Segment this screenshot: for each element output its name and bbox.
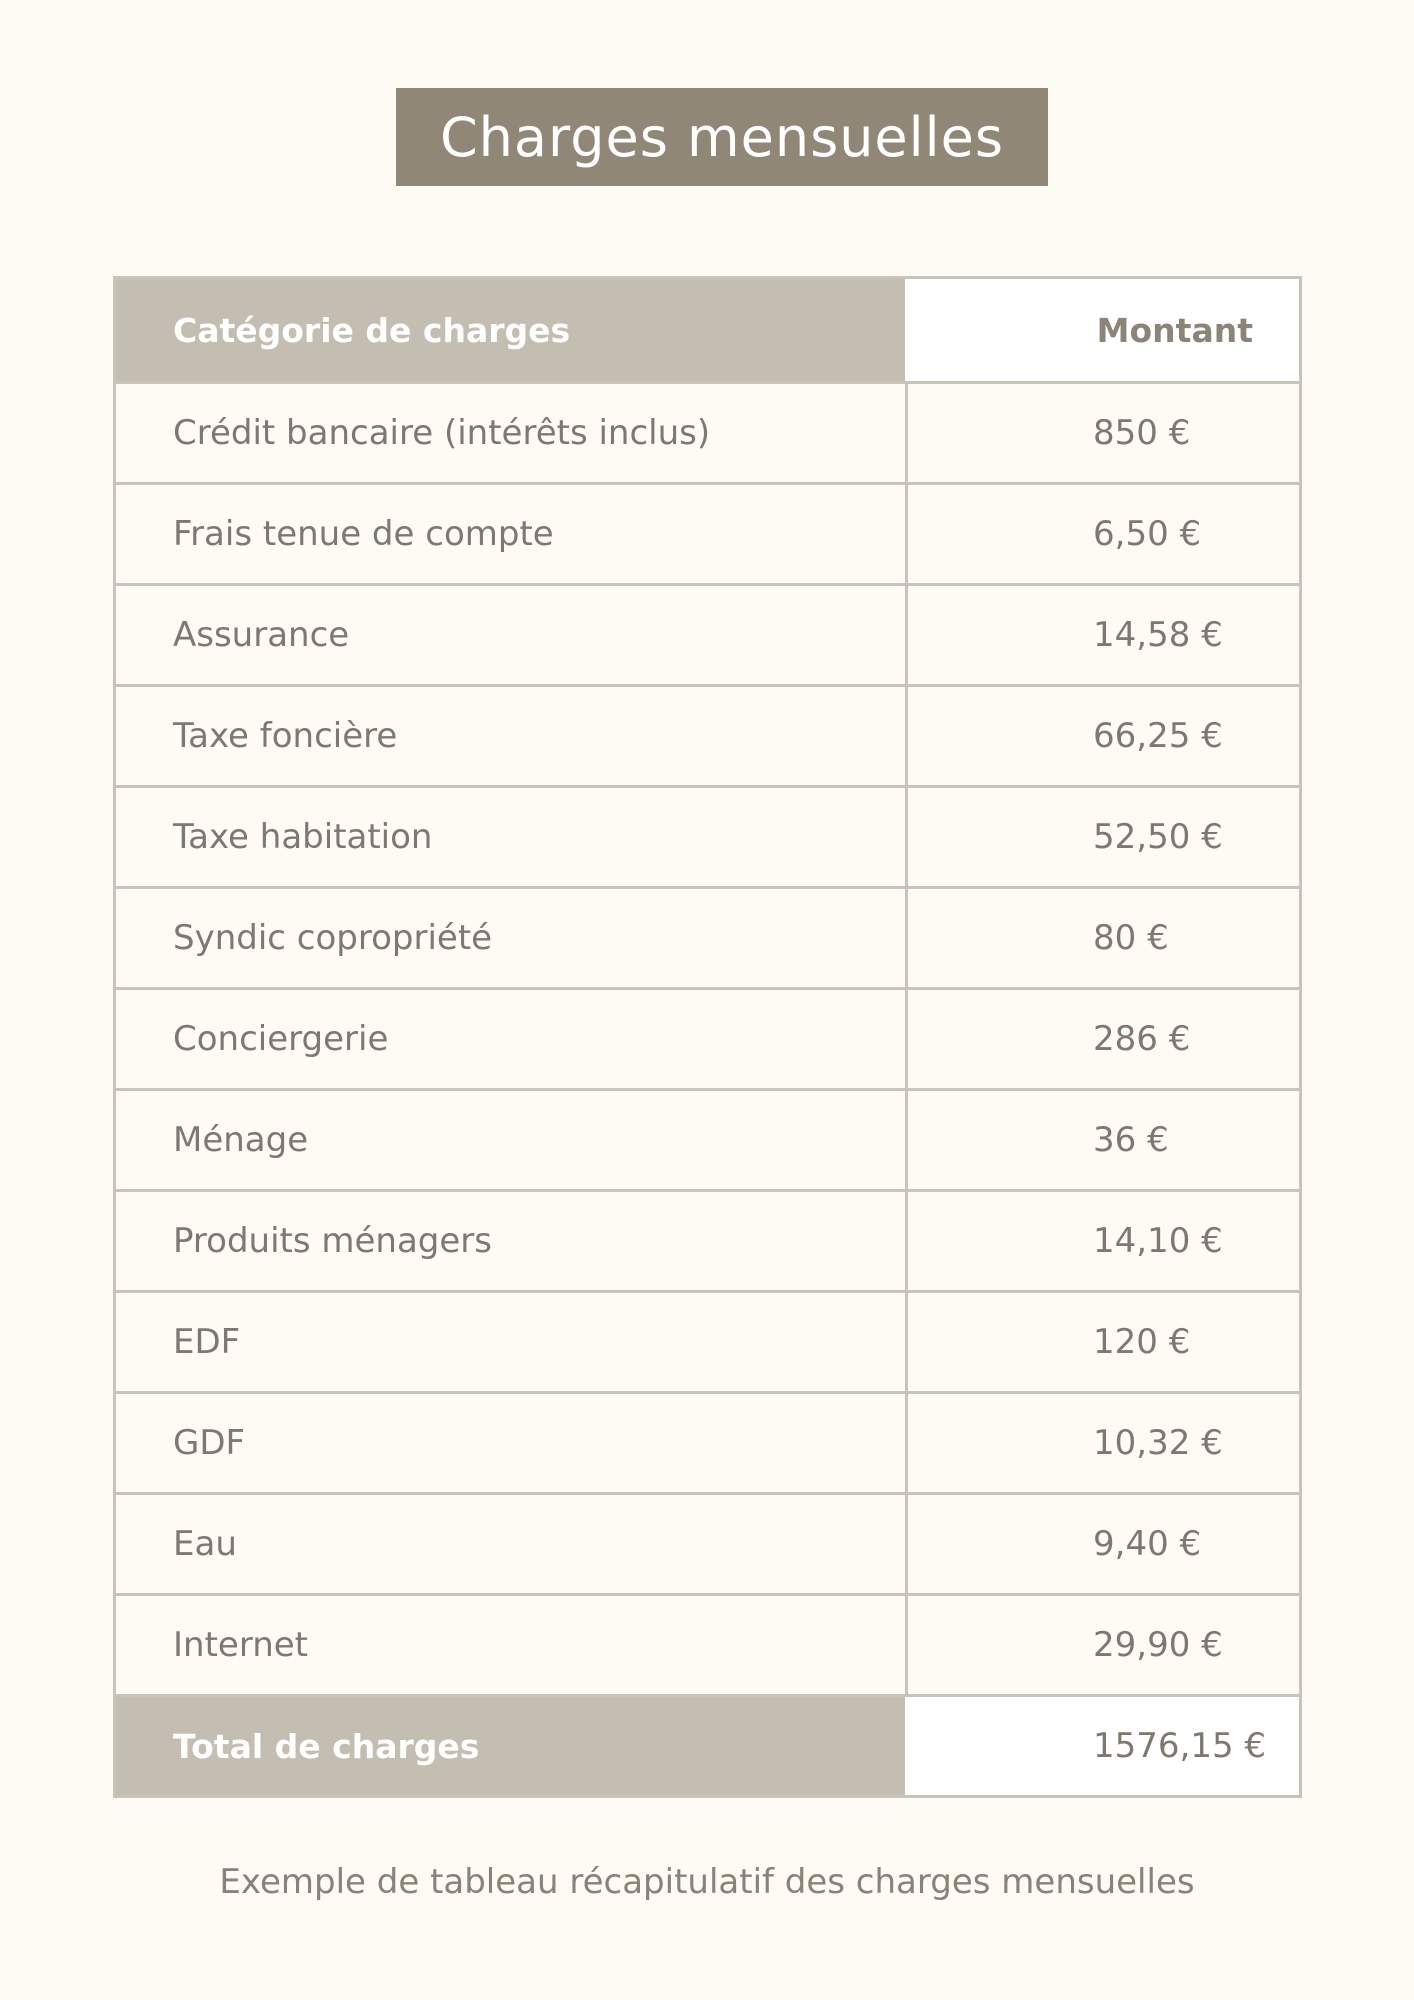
row-category: Assurance	[116, 586, 908, 684]
row-amount: 14,10 €	[1093, 1221, 1223, 1261]
table-row	[116, 886, 1299, 987]
row-category: Taxe habitation	[116, 788, 908, 886]
row-amount: 52,50 €	[1093, 817, 1223, 857]
page-title-banner	[396, 88, 1048, 186]
table-caption: Exemple de tableau récapitulatif des charges mensuelles	[219, 1862, 1195, 1902]
row-category: GDF	[116, 1394, 908, 1492]
row-amount: 6,50 €	[1093, 514, 1202, 554]
row-category: Syndic copropriété	[116, 889, 908, 987]
table-row	[116, 684, 1299, 785]
row-category: Crédit bancaire (intérêts inclus)	[116, 384, 908, 482]
row-amount: 286 €	[1093, 1019, 1191, 1059]
table-row	[116, 1189, 1299, 1290]
header-category: Catégorie de charges	[116, 279, 908, 381]
row-category: Internet	[116, 1596, 908, 1694]
table-row	[116, 1391, 1299, 1492]
row-amount: 14,58 €	[1093, 615, 1223, 655]
page-title: Charges mensuelles	[439, 105, 1005, 169]
row-amount: 29,90 €	[1093, 1625, 1223, 1665]
total-amount: 1576,15 €	[908, 1697, 1299, 1795]
row-amount: 120 €	[1093, 1322, 1191, 1362]
table-row	[116, 482, 1299, 583]
table-header-row	[116, 279, 1299, 381]
row-category: Eau	[116, 1495, 908, 1593]
row-amount: 36 €	[1093, 1120, 1169, 1160]
table-row	[116, 1088, 1299, 1189]
row-amount: 66,25 €	[1093, 716, 1223, 756]
row-category: Frais tenue de compte	[116, 485, 908, 583]
charges-table	[113, 276, 1302, 1798]
row-category: Conciergerie	[116, 990, 908, 1088]
row-category: Ménage	[116, 1091, 908, 1189]
total-label: Total de charges	[116, 1697, 908, 1795]
table-row	[116, 1290, 1299, 1391]
table-row	[116, 987, 1299, 1088]
table-row	[116, 785, 1299, 886]
table-total-row	[116, 1694, 1299, 1795]
table-row	[116, 381, 1299, 482]
row-category: Produits ménagers	[116, 1192, 908, 1290]
row-amount: 10,32 €	[1093, 1423, 1223, 1463]
header-amount: Montant	[908, 279, 1299, 381]
table-row	[116, 1593, 1299, 1694]
row-amount: 850 €	[1093, 413, 1191, 453]
row-amount: 80 €	[1093, 918, 1169, 958]
row-amount: 9,40 €	[1093, 1524, 1202, 1564]
table-row	[116, 1492, 1299, 1593]
row-category: EDF	[116, 1293, 908, 1391]
table-row	[116, 583, 1299, 684]
row-category: Taxe foncière	[116, 687, 908, 785]
